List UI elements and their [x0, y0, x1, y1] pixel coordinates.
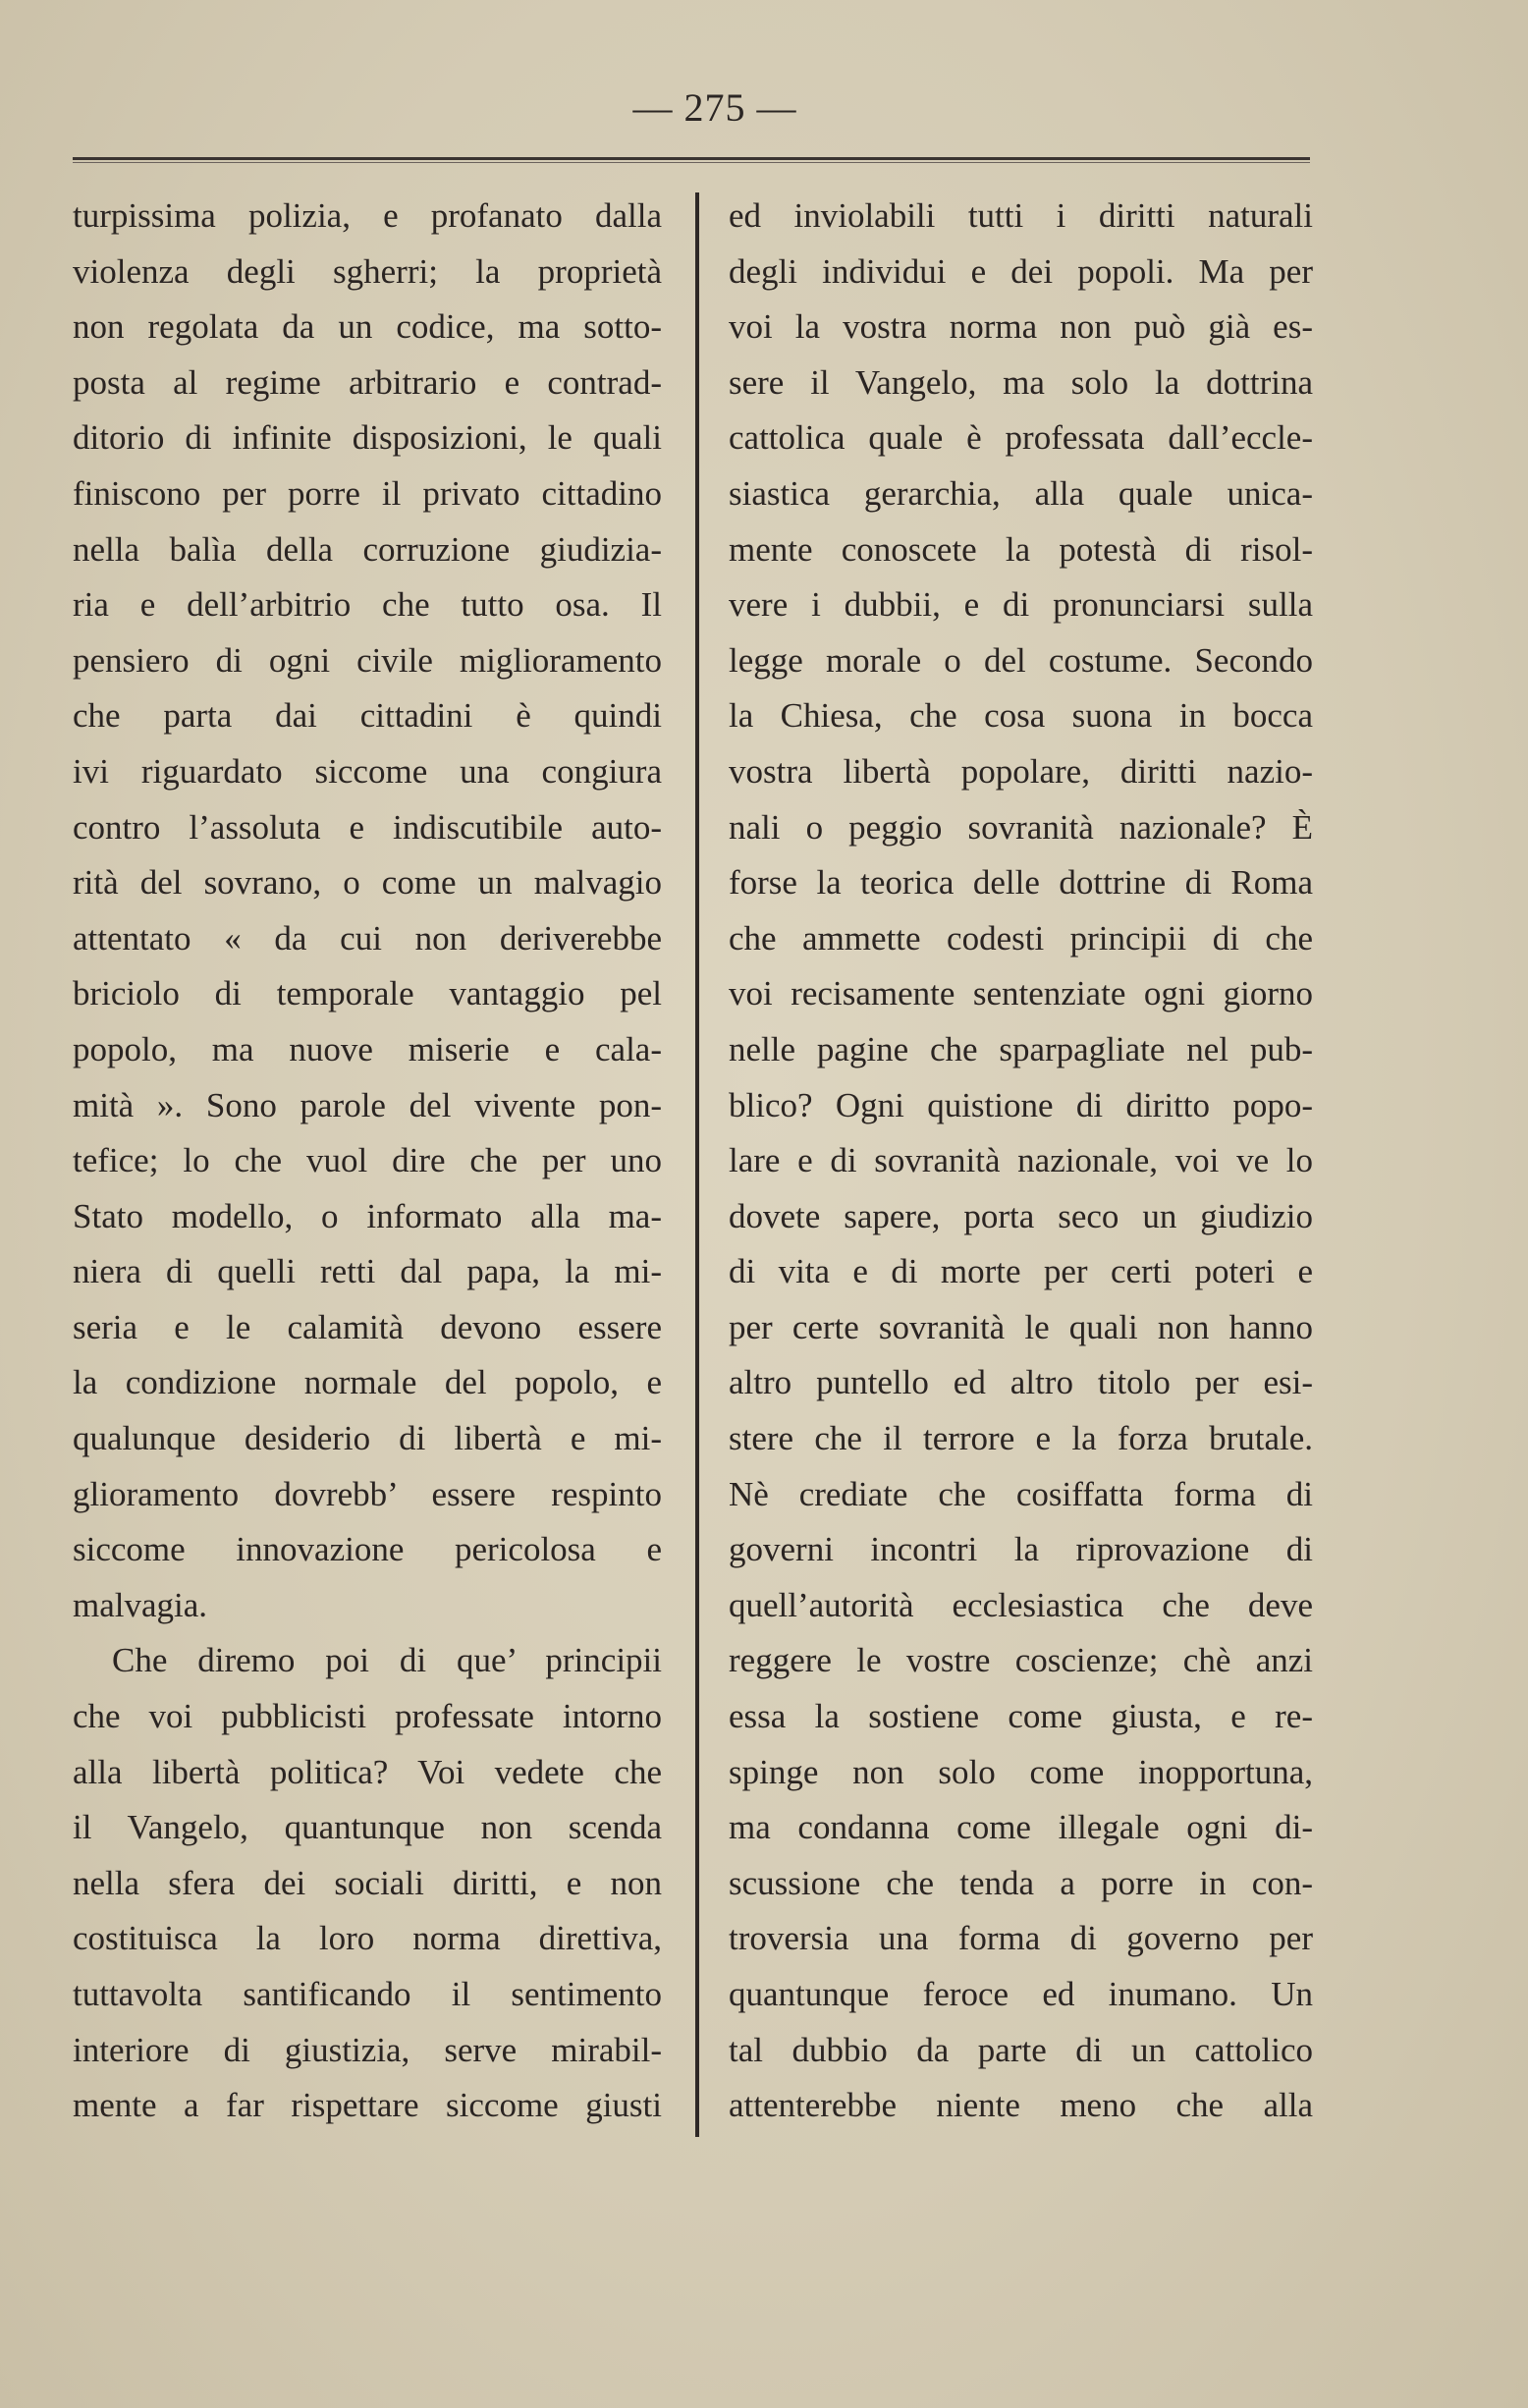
- text-line: sere il Vangelo, ma solo la dottrina: [729, 362, 1313, 402]
- text-line: cattolica quale è professata dall’eccle-: [729, 418, 1313, 458]
- text-line: interiore di giustizia, serve mirabil-: [73, 2030, 662, 2069]
- text-line: stere che il terrore e la forza brutale.: [729, 1419, 1313, 1458]
- text-line: nali o peggio sovranità nazionale? È: [729, 807, 1313, 847]
- text-line: quell’autorità ecclesiastica che deve: [729, 1585, 1313, 1624]
- text-line: dovete sapere, porta seco un giudizio: [729, 1196, 1313, 1235]
- text-line: non regolata da un codice, ma sotto-: [73, 307, 662, 347]
- text-line: violenza degli sgherri; la proprietà: [73, 251, 662, 291]
- text-line: briciolo di temporale vantaggio pel: [73, 974, 662, 1013]
- text-line: lare e di sovranità nazionale, voi ve lo: [729, 1141, 1313, 1180]
- text-line: governi incontri la riprovazione di: [729, 1530, 1313, 1569]
- text-line: voi recisamente sentenziate ogni giorno: [729, 974, 1313, 1013]
- text-line: ditorio di infinite disposizioni, le quali: [73, 418, 662, 458]
- text-line: spinge non solo come inopportuna,: [729, 1752, 1313, 1791]
- text-line: che ammette codesti principii di che: [729, 918, 1313, 958]
- text-line: niera di quelli retti dal papa, la mi-: [73, 1252, 662, 1291]
- text-line: per certe sovranità le quali non hanno: [729, 1307, 1313, 1346]
- text-line: rità del sovrano, o come un malvagio: [73, 863, 662, 903]
- text-line: che parta dai cittadini è quindi: [73, 696, 662, 736]
- text-line: nella sfera dei sociali diritti, e non: [73, 1863, 662, 1902]
- text-line: ma condanna come illegale ogni di-: [729, 1808, 1313, 1847]
- text-line: voi la vostra norma non può già es-: [729, 307, 1313, 347]
- text-line: troversia una forma di governo per: [729, 1919, 1313, 1958]
- text-line: glioramento dovrebb’ essere respinto: [73, 1474, 662, 1513]
- text-line: siccome innovazione pericolosa e: [73, 1530, 662, 1569]
- text-line: legge morale o del costume. Secondo: [729, 640, 1313, 680]
- text-line: Stato modello, o informato alla ma-: [73, 1196, 662, 1235]
- text-line: essa la sostiene come giusta, e re-: [729, 1697, 1313, 1736]
- text-line: siastica gerarchia, alla quale unica-: [729, 473, 1313, 513]
- text-line: ed inviolabili tutti i diritti naturali: [729, 196, 1313, 235]
- page-number: — 275 —: [632, 85, 797, 130]
- text-line: Che diremo poi di que’ principii: [112, 1641, 662, 1680]
- text-line: reggere le vostre coscienze; chè anzi: [729, 1641, 1313, 1680]
- text-line: seria e le calamità devono essere: [73, 1307, 662, 1346]
- text-line: tal dubbio da parte di un cattolico: [729, 2030, 1313, 2069]
- left-text-column: [73, 189, 662, 2134]
- text-line: nella balìa della corruzione giudizia-: [73, 529, 662, 569]
- text-line: vostra libertà popolare, diritti nazio-: [729, 751, 1313, 791]
- text-line: popolo, ma nuove miserie e cala-: [73, 1029, 662, 1068]
- text-line: scussione che tenda a porre in con-: [729, 1863, 1313, 1902]
- text-line: finiscono per porre il privato cittadino: [73, 473, 662, 513]
- text-line: vere i dubbii, e di pronunciarsi sulla: [729, 585, 1313, 625]
- text-line: altro puntello ed altro titolo per esi-: [729, 1363, 1313, 1402]
- text-line: mente a far rispettare siccome giusti: [73, 2086, 662, 2125]
- text-line: blico? Ogni quistione di diritto popo-: [729, 1085, 1313, 1124]
- text-line: Nè crediate che cosiffatta forma di: [729, 1474, 1313, 1513]
- text-line: attenterebbe niente meno che alla: [729, 2086, 1313, 2125]
- text-line: malvagia.: [73, 1585, 208, 1624]
- right-text-column: [729, 189, 1313, 2134]
- text-line: degli individui e dei popoli. Ma per: [729, 251, 1313, 291]
- text-line: qualunque desiderio di libertà e mi-: [73, 1419, 662, 1458]
- text-line: alla libertà politica? Voi vedete che: [73, 1752, 662, 1791]
- text-line: forse la teorica delle dottrine di Roma: [729, 863, 1313, 903]
- text-line: nelle pagine che sparpagliate nel pub-: [729, 1029, 1313, 1068]
- text-line: turpissima polizia, e profanato dalla: [73, 196, 662, 235]
- text-line: costituisca la loro norma direttiva,: [73, 1919, 662, 1958]
- text-line: ria e dell’arbitrio che tutto osa. Il: [73, 585, 662, 625]
- text-line: la Chiesa, che cosa suona in bocca: [729, 696, 1313, 736]
- text-line: mente conoscete la potestà di risol-: [729, 529, 1313, 569]
- text-line: il Vangelo, quantunque non scenda: [73, 1808, 662, 1847]
- text-line: quantunque feroce ed inumano. Un: [729, 1975, 1313, 2013]
- text-line: la condizione normale del popolo, e: [73, 1363, 662, 1402]
- text-line: attentato « da cui non deriverebbe: [73, 918, 662, 958]
- text-line: mità ». Sono parole del vivente pon-: [73, 1085, 662, 1124]
- text-line: di vita e di morte per certi poteri e: [729, 1252, 1313, 1291]
- text-line: ivi riguardato siccome una congiura: [73, 751, 662, 791]
- text-line: contro l’assoluta e indiscutibile auto-: [73, 807, 662, 847]
- text-line: tefice; lo che vuol dire che per uno: [73, 1141, 662, 1180]
- text-line: posta al regime arbitrario e contrad-: [73, 362, 662, 402]
- text-line: tuttavolta santificando il sentimento: [73, 1975, 662, 2013]
- column-divider: [695, 192, 699, 2137]
- text-line: pensiero di ogni civile miglioramento: [73, 640, 662, 680]
- text-line: che voi pubblicisti professate intorno: [73, 1697, 662, 1736]
- header-rule: [73, 157, 1310, 163]
